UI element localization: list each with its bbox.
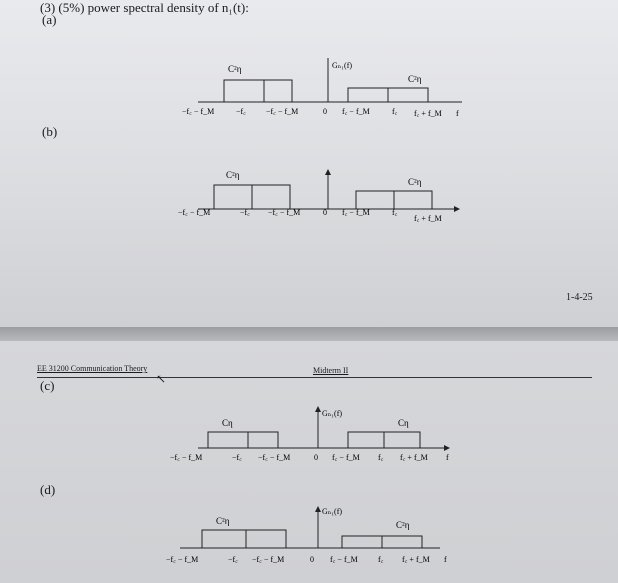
tick-7: f — [446, 453, 449, 462]
band-right-1 — [348, 432, 384, 448]
psd-plot-b — [170, 165, 480, 245]
right-height-label: C²η — [408, 177, 422, 187]
tick-1: −f꜀ — [240, 208, 250, 217]
band-right-2 — [388, 88, 428, 102]
x-axis-arrow — [444, 445, 450, 451]
page-gap — [0, 327, 618, 341]
band-left-1 — [208, 432, 248, 448]
y-axis-arrow — [315, 406, 321, 412]
left-height-label: C²η — [228, 64, 242, 74]
cursor-icon: ↖ — [156, 372, 167, 386]
tick-4: f꜀ − f_M — [332, 453, 360, 462]
tick-4: f꜀ − f_M — [342, 208, 370, 217]
tick-6: f꜀ + f_M — [414, 109, 442, 118]
tick-0: −f꜀ − f_M — [166, 555, 199, 564]
band-left-2 — [246, 530, 286, 548]
part-d-label: (d) — [40, 482, 56, 497]
tick-3: 0 — [310, 555, 314, 564]
tick-2: −f꜀ − f_M — [258, 453, 291, 462]
tick-4: f꜀ − f_M — [330, 555, 358, 564]
tick-1: −f꜀ — [232, 453, 242, 462]
right-height-label: C²η — [396, 520, 410, 530]
band-left-1 — [202, 530, 246, 548]
band-right-1 — [356, 191, 394, 209]
tick-5: f꜀ — [378, 453, 384, 462]
tick-5: f꜀ — [378, 555, 384, 564]
tick-0: −f꜀ − f_M — [178, 208, 211, 217]
tick-2: −f꜀ − f_M — [252, 555, 285, 564]
band-right-2 — [382, 536, 422, 548]
question-header: (3) (5%) power spectral density of n₁(t): — [40, 0, 249, 15]
tick-1: −f꜀ — [228, 555, 238, 564]
course-header: EE 31200 Communication Theory — [37, 364, 148, 373]
band-right-2 — [384, 432, 420, 448]
tick-7: f — [456, 109, 459, 118]
header-rule — [37, 377, 592, 378]
left-height-label: C²η — [226, 170, 240, 180]
band-left-2 — [264, 80, 292, 102]
right-height-label: C²η — [408, 74, 422, 84]
tick-5: f꜀ — [392, 107, 398, 116]
tick-3: 0 — [323, 208, 327, 217]
tick-3: 0 — [314, 453, 318, 462]
fn-label: Gₙ₁(f) — [322, 409, 343, 418]
part-a-label: (a) — [42, 12, 57, 27]
tick-0: −f꜀ − f_M — [170, 453, 203, 462]
part-b-label: (b) — [42, 124, 58, 139]
page-number: 1-4-25 — [566, 292, 593, 303]
tick-2: −f꜀ − f_M — [266, 107, 299, 116]
band-right-1 — [348, 88, 388, 102]
right-height-label: Cη — [398, 418, 409, 428]
y-axis-arrow — [315, 506, 321, 512]
tick-5: f꜀ — [392, 208, 398, 217]
tick-6: f꜀ + f_M — [400, 453, 428, 462]
part-c-label: (c) — [40, 378, 55, 393]
y-axis-arrow — [325, 169, 331, 175]
band-right-2 — [394, 191, 432, 209]
band-left-1 — [224, 80, 264, 102]
band-left-1 — [214, 185, 252, 209]
psd-plot-c — [170, 400, 480, 480]
psd-plot-d — [160, 500, 470, 580]
tick-3: 0 — [323, 107, 327, 116]
tick-6: f꜀ + f_M — [402, 555, 430, 564]
left-height-label: Cη — [222, 418, 233, 428]
tick-4: f꜀ − f_M — [342, 107, 370, 116]
tick-0: −f꜀ − f_M — [182, 107, 215, 116]
band-right-1 — [342, 536, 382, 548]
tick-7: f — [444, 555, 447, 564]
exam-label: Midterm II — [313, 366, 349, 375]
x-axis-arrow — [454, 206, 460, 212]
band-left-2 — [252, 185, 290, 209]
fn-label: Gₙ₁(f) — [322, 507, 343, 516]
tick-1: −f꜀ — [236, 107, 246, 116]
psd-plot-a — [170, 50, 480, 130]
left-height-label: C²η — [216, 516, 230, 526]
band-left-2 — [248, 432, 278, 448]
fn-label: Gₙ₁(f) — [332, 61, 353, 70]
tick-2: −f꜀ − f_M — [268, 208, 301, 217]
tick-6: f꜀ + f_M — [414, 214, 442, 223]
